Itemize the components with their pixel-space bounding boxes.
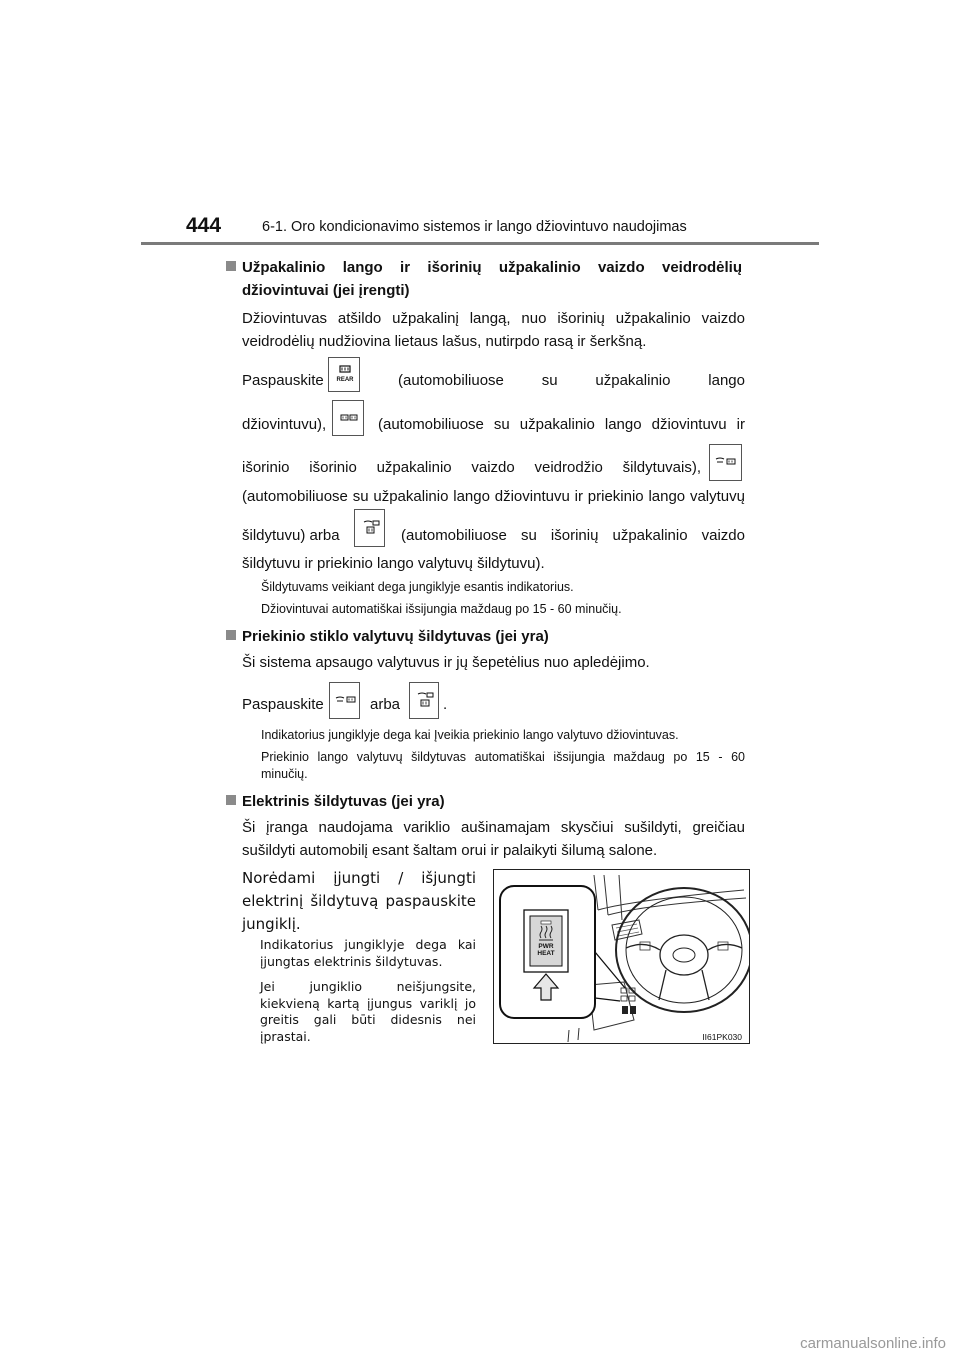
- header-divider: [141, 242, 819, 245]
- section3-note2: Jei jungiklio neišjungsite, kiekvieną kartą įjungus variklį jo greitis gali būti didesnis nei įprastai.: [260, 979, 476, 1044]
- page-number: 444: [186, 214, 222, 237]
- section2-paragraph: Ši sistema apsaugo valytuvus ir jų šepetėlius nuo apledėjimo.: [242, 654, 650, 671]
- section3-paragraph-line1: Ši įranga naudojama variklio aušinamajam skysčiui sušildyti, greičiau: [242, 819, 745, 836]
- press-text-5b: (automobiliuose su išorinių užpakalinio vaizdo: [401, 527, 745, 544]
- section3-note1: Indikatorius jungiklyje dega kai įjungtas elektrinis šildytuvas.: [260, 937, 476, 969]
- section3-paragraph-line2: sušildyti automobilį esant šaltam orui ir palaikyti šilumą salone.: [242, 842, 658, 859]
- section3-instruction: Norėdami įjungti / išjungti elektrinį šildytuvą paspauskite jungiklį.: [242, 869, 476, 933]
- rear-and-mirror-defogger-button-icon: [332, 400, 364, 436]
- section1-note1: Šildytuvams veikiant dega jungiklyje esantis indikatorius.: [261, 580, 574, 594]
- section2-note1: Indikatorius jungiklyje dega kai Įveikia priekinio lango valytuvo džiovintuvas.: [261, 728, 679, 742]
- section2-press-text: Paspauskite: [242, 696, 324, 713]
- svg-text:HEAT: HEAT: [537, 950, 555, 957]
- bullet-square-icon: [226, 630, 236, 640]
- watermark-text: carmanualsonline.info: [800, 1335, 946, 1352]
- svg-text:REAR: REAR: [336, 377, 354, 383]
- wiper-defogger-button-icon: [329, 682, 360, 719]
- section2-period: .: [443, 696, 448, 713]
- press-text-1b: (automobiliuose su užpakalinio lango: [398, 372, 745, 389]
- section2-heading: Priekinio stiklo valytuvų šildytuvas (jei yra): [226, 625, 549, 648]
- section1-heading-line2: džiovintuvai (jei įrengti): [242, 282, 410, 299]
- dashboard-illustration: [494, 870, 750, 1044]
- svg-text:PWR: PWR: [538, 943, 554, 950]
- wiper-mirror-defogger-button-icon: [409, 682, 439, 719]
- pwr-heat-switch-figure: [493, 869, 750, 1044]
- press-text-6: šildytuvu ir priekinio lango valytuvų šildytuvu).: [242, 555, 545, 572]
- rear-defogger-button-icon: [328, 357, 360, 392]
- figure-code: II61PK030: [702, 1032, 742, 1042]
- rear-mirror-wiper-defogger-button-icon: [709, 444, 742, 481]
- section1-paragraph-line2: veidrodėlių nudžiovina lietaus lašus, nutirpdo rasą ir šerkšną.: [242, 333, 647, 350]
- press-text-2: džiovintuvu),: [242, 416, 327, 433]
- press-text-1: Paspauskite: [242, 372, 324, 389]
- mirror-wiper-defogger-button-icon: [354, 509, 385, 547]
- press-text-5: šildytuvu) arba: [242, 527, 340, 544]
- bullet-square-icon: [226, 795, 236, 805]
- section3-heading: Elektrinis šildytuvas (jei yra): [226, 790, 445, 813]
- press-text-4: (automobiliuose su užpakalinio lango džiovintuvu ir priekinio lango valytuvų: [242, 488, 745, 505]
- section2-or-text: arba: [370, 696, 401, 713]
- press-text-2b: (automobiliuose su užpakalinio lango džiovintuvu ir: [378, 416, 745, 433]
- section1-note2: Džiovintuvai automatiškai išsijungia maždaug po 15 - 60 minučių.: [261, 602, 622, 616]
- section2-note2: Priekinio lango valytuvų šildytuvas automatiškai išsijungia maždaug po 15 - 60: [261, 750, 745, 764]
- section1-heading: Užpakalinio lango ir išorinių užpakalinio vaizdo veidrodėlių: [226, 256, 746, 279]
- bullet-square-icon: [226, 261, 236, 271]
- section-header-title: 6-1. Oro kondicionavimo sistemos ir lango džiovintuvo naudojimas: [262, 219, 687, 235]
- section2-note2-line2: minučių.: [261, 767, 308, 781]
- section1-paragraph-line1: Džiovintuvas atšildo užpakalinį langą, nuo išorinių užpakalinio vaizdo: [242, 310, 745, 327]
- press-text-3: išorinio išorinio užpakalinio vaizdo veidrodžio šildytuvais),: [242, 459, 701, 476]
